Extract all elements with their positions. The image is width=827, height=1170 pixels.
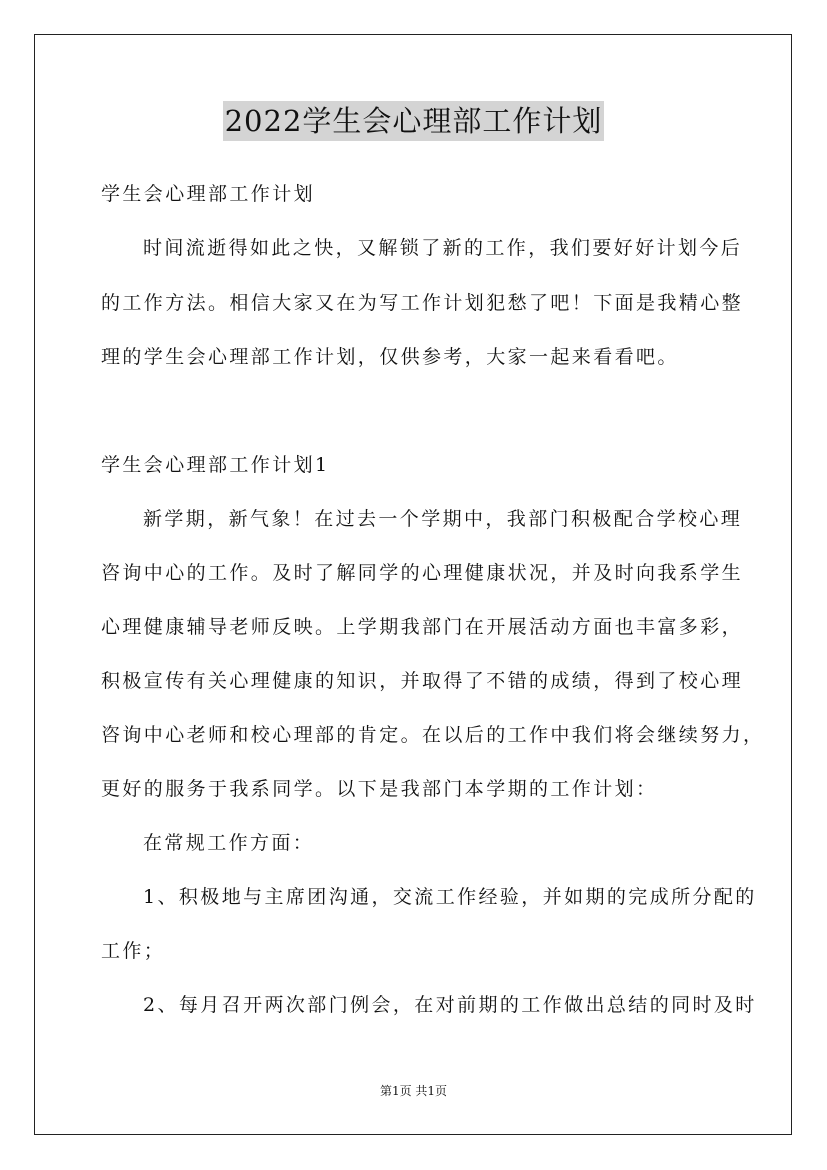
- title-container: [0, 101, 827, 141]
- paragraph-line: 积极宣传有关心理健康的知识，并取得了不错的成绩，得到了校心理: [101, 670, 744, 692]
- page-footer: 第1页 共1页: [379, 1084, 448, 1098]
- paragraph-line: 更好的服务于我系同学。以下是我部门本学期的工作计划：: [101, 778, 658, 800]
- paragraph-line: 咨询中心的工作。及时了解同学的心理健康状况，并及时向我系学生: [101, 562, 744, 584]
- document-title: 2022学生会心理部工作计划: [223, 101, 605, 141]
- list-item-line: 1、积极地与主席团沟通，交流工作经验，并如期的完成所分配的: [143, 886, 757, 908]
- paragraph-line: 咨询中心老师和校心理部的肯定。在以后的工作中我们将会继续努力，: [101, 724, 765, 746]
- section-heading: 学生会心理部工作计划1: [101, 454, 330, 476]
- paragraph-line: 时间流逝得如此之快，又解锁了新的工作，我们要好好计划今后: [143, 237, 743, 259]
- paragraph-line: 的工作方法。相信大家又在为写工作计划犯愁了吧！下面是我精心整: [101, 292, 744, 314]
- paragraph-line: 在常规工作方面：: [143, 832, 315, 854]
- list-item-line: 2、每月召开两次部门例会，在对前期的工作做出总结的同时及时: [143, 994, 757, 1016]
- paragraph-line: 新学期，新气象！在过去一个学期中，我部门积极配合学校心理: [143, 508, 743, 530]
- section-heading: 学生会心理部工作计划: [101, 183, 316, 205]
- paragraph-line: 理的学生会心理部工作计划，仅供参考，大家一起来看看吧。: [101, 346, 679, 368]
- list-item-line: 工作；: [101, 940, 166, 962]
- paragraph-line: 心理健康辅导老师反映。上学期我部门在开展活动方面也丰富多彩，: [101, 616, 744, 638]
